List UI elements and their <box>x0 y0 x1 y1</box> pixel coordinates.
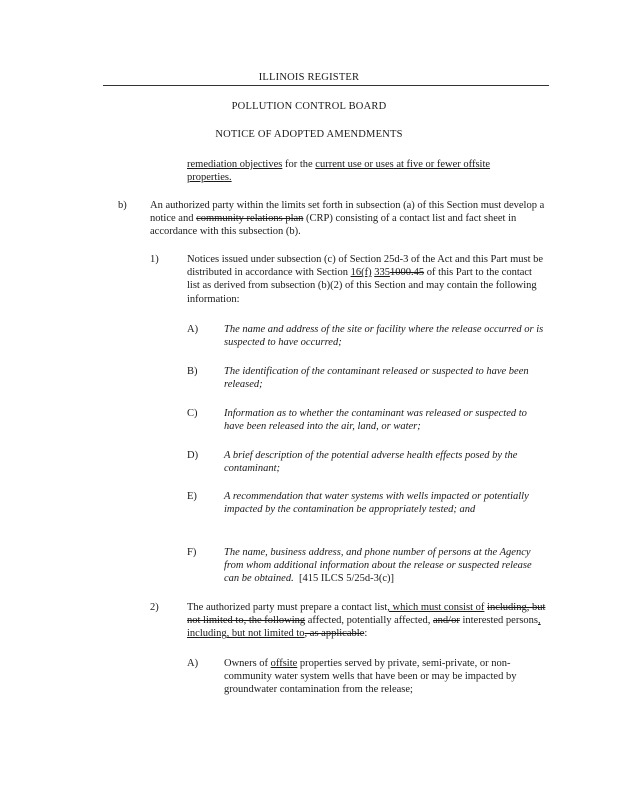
sub-item-b-label: B) <box>187 366 198 377</box>
sub-item-e-label: E) <box>187 491 197 502</box>
item-2-text-3: interested persons <box>459 615 538 627</box>
item-2a-text-1: Owners of <box>224 658 271 669</box>
header-rule <box>103 85 549 86</box>
item-2-text-1: The authorized party must prepare a contact list <box>187 602 388 613</box>
item-2-strike-2: and/or <box>433 615 460 627</box>
item-2-strike-3: , as applicable <box>304 628 365 640</box>
sub-item-a-label: A) <box>187 324 199 335</box>
item-2-label: 2) <box>150 602 159 613</box>
sub-item-f-label: F) <box>187 547 197 558</box>
sub-item-b-text: The identification of the contaminant released or suspected to have been released; <box>224 366 529 391</box>
item-2-underline-1: , which must consist of <box>387 602 485 613</box>
section-b-text-1: An authorized party within the limits set forth in subsection (a) of this Section must develop a notice and <box>150 200 545 225</box>
sub-item-a-text: The name and address of the site or facility where the release occurred or is suspected to have occurred; <box>224 324 544 349</box>
continuation-underline-2: current use or uses <box>315 159 394 170</box>
item-1-text-1: Notices issued under subsection (c) of Section 25d-3 of the Act and this Part must be distributed in accordance with Section <box>187 254 544 279</box>
item-1-text-3: of this Part to the contact list as derived from subsection (b)(2) of this Section and may contain the following information: <box>187 267 537 305</box>
item-2-text-4: : <box>364 628 368 640</box>
item-2-strike-1: including, but not limited to, the following <box>187 602 546 627</box>
section-b-label: b) <box>118 200 127 211</box>
item-2a-text-2: properties served by private, semi-private, or non-community water system wells that have been or may be impacted by groundwater contamination from the release; <box>224 658 517 696</box>
section-b-text <box>150 199 548 239</box>
sub-item-d-label: D) <box>187 450 199 461</box>
board-title: POLLUTION CONTROL BOARD <box>231 101 387 112</box>
section-b-strike: community relations plan <box>196 213 304 225</box>
item-2-underline-2: , including, but not limited to <box>187 615 541 640</box>
item-2a-underline: offsite <box>270 658 298 669</box>
sub-item-e-text: A recommendation that water systems with wells impacted or potentially impacted by the contamination be appropriately tested; and <box>224 491 529 516</box>
item-1-text <box>187 253 547 306</box>
sub-item-f-body: The name, business address, and phone number of persons at the Agency from whom additional information about the release or suspected release can be obtained. <box>224 547 532 585</box>
continuation-underline-4: properties. <box>187 172 232 184</box>
item-1-underline-1: 16(f) <box>350 267 372 279</box>
sub-item-c-label: C) <box>187 408 198 419</box>
section-b-text-2: (CRP) consisting of a contact list and fact sheet in accordance with this subsection (b). <box>150 213 517 238</box>
sub-item-c-text: Information as to whether the contaminant was released or suspected to have been released into the air, land, or water; <box>224 408 527 433</box>
item-2a-label: A) <box>187 658 199 669</box>
item-1-underline-2: 335 <box>374 267 390 279</box>
notice-title: NOTICE OF ADOPTED AMENDMENTS <box>215 129 403 140</box>
item-1-strike: 1000.45 <box>389 267 425 279</box>
sub-item-f-text <box>224 546 549 586</box>
continuation-text <box>187 158 547 184</box>
sub-item-f-citation: [415 ILCS 5/25d-3(c)] <box>298 573 395 585</box>
continuation-plain-1: for the <box>282 159 316 170</box>
item-2-text-2: affected, potentially affected, <box>305 615 434 627</box>
continuation-underline-1: remediation objectives <box>187 159 283 170</box>
continuation-underline-3: at five or fewer offsite <box>393 159 491 170</box>
sub-item-d-text: A brief description of the potential adverse health effects posed by the contaminant; <box>224 450 518 475</box>
item-2a-text <box>224 657 549 697</box>
item-2-text <box>187 601 547 641</box>
register-title: ILLINOIS REGISTER <box>258 72 360 83</box>
item-1-label: 1) <box>150 254 159 265</box>
